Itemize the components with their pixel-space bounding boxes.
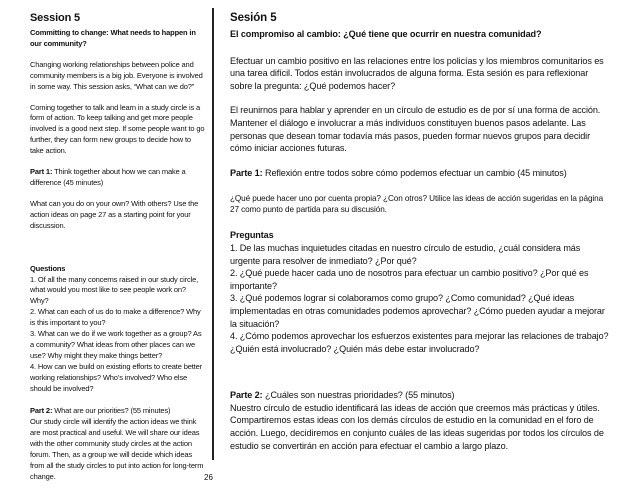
part1-heading-es [230, 167, 610, 180]
part2-heading-es [230, 389, 610, 402]
question-es-2: 2. ¿Qué puede hacer cada uno de nosotros para efectuar un cambio positivo? ¿Por qué es importante? [230, 268, 589, 291]
part1-label-es: Parte 1: [230, 167, 263, 178]
session-subtitle-en: Committing to change: What needs to happen in our community? [30, 28, 196, 48]
spanish-column [230, 12, 610, 452]
questions-title-en: Questions [30, 263, 66, 273]
part2-text-en: What are our priorities? (55 minutes) [52, 406, 171, 416]
part2-body-en: Our study circle will identify the action ideas we think are most practical and useful. We will share our ideas with the other community study circles at the action forum. Then, as a group we will decide which ideas from all the study circles to put into action for long-term change. [30, 417, 204, 481]
part1-heading-en [30, 167, 206, 189]
english-column [30, 12, 206, 483]
part2-heading-en [30, 406, 206, 417]
questions-title-es: Preguntas [230, 230, 274, 241]
column-divider [212, 8, 214, 460]
session-title-en: Session 5 [30, 12, 81, 24]
part2-body-es: Nuestro círculo de estudio identificará las ideas de acción que creemos más prácticas y útiles. Compartiremos estas ideas con los demás círculos de estudio en la comunidad en el foro de acción. Luego, decidiremos en conjunto cuáles de las ideas sugeridas por todos los círculos de estudio se convertirán en acción para efectuar el cambio a largo plazo. [230, 402, 604, 451]
page-number: 26 [204, 473, 213, 482]
question-es-4: 4. ¿Cómo podemos aprovechar los esfuerzos existentes para mejorar las relaciones de trabajo? ¿Quién está involucrado? ¿Quién más debe estar involucrado? [230, 331, 609, 354]
session-subtitle-es: El compromiso al cambio: ¿Qué tiene que ocurrir en nuestra comunidad? [230, 29, 542, 39]
part1-text-es: Reflexión entre todos sobre cómo podemos efectuar un cambio (45 minutos) [262, 167, 567, 178]
part1-text-en: Think together about how we can make a difference (45 minutes) [30, 167, 186, 187]
question-es-1: 1. De las muchas inquietudes citadas en nuestro círculo de estudio, ¿cuál considera más urgente para resolver de inmediato? ¿Por qué? [230, 242, 581, 266]
part2-text-es: ¿Cuáles son nuestras prioridades? (55 minutos) [262, 390, 455, 401]
part2-label-es: Parte 2: [230, 390, 263, 401]
intro-paragraph-en-1: Changing working relationships between police and community members is a big job. Everyone is involved in some way. This session asks, “What can we do?” [30, 59, 203, 91]
session-title-es: Sesión 5 [230, 12, 277, 24]
intro-paragraph-en-2: Coming together to talk and learn in a study circle is a form of action. To keep talking and get more people involved is a good next step. If some people want to go further, they can form new groups to decide how to take action. [30, 102, 205, 156]
question-en-3: 3. What can we do if we work together as a group? As a community? What ideas from other places can we use? Why might they make things better? [30, 329, 202, 360]
question-en-2: 2. What can each of us do to make a difference? Why is this important to you? [30, 307, 201, 328]
part1-label-en: Part 1: [30, 167, 53, 177]
intro-paragraph-es-2: El reunirnos para hablar y aprender en un círculo de estudio es de por sí una forma de acción. Mantener el diálogo e involucrar a más individuos constituyen buenos pasos adelante. Las personas que desean tomar todavía más pasos, pueden formar nuevos grupos para decidir cómo iniciar acciones futuras. [230, 105, 601, 154]
part1-instructions-en: What can you do on your own? With others? Use the action ideas on page 27 as a starting point for your discussion. [30, 198, 199, 230]
part1-instructions-es: ¿Qué puede hacer uno por cuenta propia? ¿Con otros? Utilice las ideas de acción sugeridas en la página 27 como punto de partida para su discusión. [230, 194, 604, 215]
intro-paragraph-es-1: Efectuar un cambio positivo en las relaciones entre los policías y los miembros comunitarios es una tarea difícil. Todos están involucrados de alguna forma. Esta sesión es para reflexionar sobre la pregunta: ¿Qué podemos hacer? [230, 55, 604, 91]
question-en-1: 1. Of all the many concerns raised in our study circle, what would you most like to see people work on? Why? [30, 274, 199, 306]
question-es-3: 3. ¿Qué podemos lograr si colaboramos como grupo? ¿Como comunidad? ¿Qué ideas implementadas en otras comunidades podemos aprovechar? ¿Cómo pueden ayudar a mejorar la situación? [230, 293, 605, 329]
question-en-4: 4. How can we build on existing efforts to create better working relationships? Who’s involved? Who else should be involved? [30, 361, 202, 393]
part2-label-en: Part 2: [30, 406, 53, 416]
